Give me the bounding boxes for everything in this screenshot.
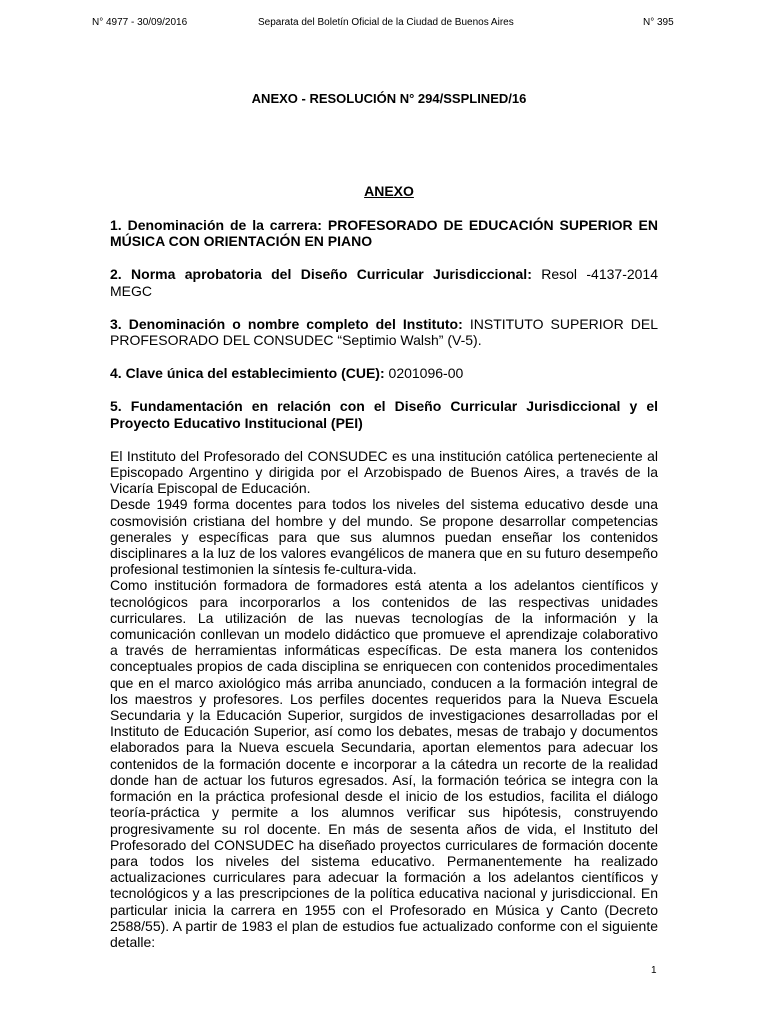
section-institute-name [110,316,658,348]
footer-page-number: 1 [651,965,657,976]
annex-resolution-title: ANEXO - RESOLUCIÓN N° 294/SSPLINED/16 [251,91,527,106]
header-bulletin-number: N° 4977 - 30/09/2016 [92,17,188,28]
section-foundation [110,398,658,430]
section-label: 3. Denominación o nombre completo del Instituto: [110,315,463,332]
section-approving-norm [110,266,658,298]
section-value: 0201096-00 [384,365,464,382]
anexo-heading: ANEXO [364,183,414,199]
header-publication-title: Separata del Boletín Oficial de la Ciudad de Buenos Aires [258,17,514,28]
body-paragraph: Como institución formadora de formadores está atenta a los adelantos científicos y tecnológicos para incorporarlos a los contenidos de las respectivas unidades curriculares. La utilización de las nuevas tecnologías de la información y la comunicación conllevan un modelo didáctico que promueve el aprendizaje colaborativo a través de herramientas informáticas específicas. De esta manera los contenidos conceptuales propios de cada disciplina se enriquecen con contenidos procedimentales que en el marco axiológico más arriba anunciado, conducen a la formación integral de los maestros y profesores. Los perfiles docentes requeridos para la Nueva Escuela Secundaria y la Educación Superior, surgidos de investigaciones desarrolladas por el Instituto de Educación Superior, así como los debates, mesas de trabajo y documentos elaborados para la Nueva escuela Secundaria, aportan elementos para adecuar los contenidos de la formación docente e incorporar a la cátedra un recorte de la realidad donde han de actuar los futuros egresados. Así, la formación teórica se integra con la formación en la práctica profesional desde el inicio de los estudios, facilita el diálogo teoría-práctica y permite a los alumnos verificar sus hipótesis, construyendo progresivamente su rol docente. En más de sesenta años de vida, el Instituto del Profesorado del CONSUDEC ha diseñado proyectos curriculares de formación docente para todos los niveles del sistema educativo. Permanentemente ha realizado actualizaciones curriculares para adecuar la formación a los adelantos científicos y tecnológicos y a las prescripciones de la política educativa nacional y jurisdiccional. En particular inicia la carrera en 1955 con el Profesorado en Música y Canto (Decreto 2588/55). A partir de 1983 el plan de estudios fue actualizado conforme con el siguiente detalle: [110,577,658,950]
section-value: Resol -4137-2014 MEGC [110,266,658,299]
body-paragraph: El Instituto del Profesorado del CONSUDEC es una institución católica perteneciente al Episcopado Argentino y dirigida por el Arzobispado de Buenos Aires, a través de la Vicaría Episcopal de Educación. [110,447,658,497]
section-label: 1. Denominación de la carrera: PROFESORADO DE EDUCACIÓN SUPERIOR EN MÚSICA CON ORIENTACIÓN EN PIANO [110,217,658,250]
body-paragraph: Desde 1949 forma docentes para todos los niveles del sistema educativo desde una cosmovisión cristiana del hombre y del mundo. Se propone desarrollar competencias generales y específicas para que sus alumnos puedan enseñar los contenidos disciplinares a la luz de los valores evangélicos de manera que en su futuro desempeño profesional testimonien la síntesis fe-cultura-vida. [110,496,658,578]
document-content [110,217,658,950]
section-cue [110,365,658,381]
header-page-number: N° 395 [643,17,674,28]
section-label: 5. Fundamentación en relación con el Diseño Curricular Jurisdiccional y el Proyecto Educativo Institucional (PEI) [110,398,658,431]
section-career-name [110,217,658,249]
section-label: 2. Norma aprobatoria del Diseño Curricular Jurisdiccional: [110,266,532,283]
section-label: 4. Clave única del establecimiento (CUE): [110,365,385,382]
section-value: INSTITUTO SUPERIOR DEL PROFESORADO DEL CONSUDEC “Septimio Walsh” (V-5). [110,315,658,349]
body-text [110,448,658,950]
